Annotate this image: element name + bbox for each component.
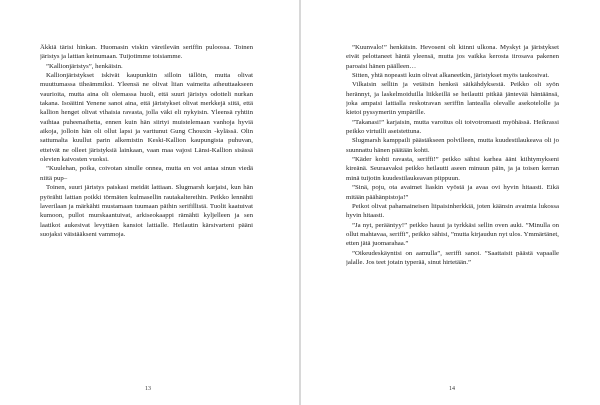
- paragraph: ”Käder kohti ravasta, seriffi!” peikko sähisi karhea ääni kiihtymykseni kireänä. Seuraavaksi peikko heilautti aseen minuun päin, ja ja toisen kerran minä tuijotin kuudestilaukeavan piippuun.: [346, 156, 559, 182]
- paragraph: ”Oikeudeskäyntisi on aamulla”, seriffi sanoi. ”Saattaisit päästä vapaalle jalalle. Jos teet jotain typerää, sinut hirtetään.”: [346, 249, 559, 266]
- paragraph: ”Takanasi!” karjaisin, mutta varoitus oli toivotromasti myöhässä. Heikrassi peikko virtuilli aseistettuna.: [346, 118, 559, 136]
- paragraph: Toinen, suuri järistys paiskasi meidät lattiaan. Slugmarsh karjaisi, kun hän pyörähti lattian poikki törmäten kulmasellin rautakaltereihin. Peikko lennähti laverilaan ja märkähti mustamaan tuumaan päihin serifillistä. Tuolit kaatuivat kumoon, pullot murskaantuivat, arkiseokaappi rämähti kyljelleen ja sen laatikot aukesivat levyttäen kansiot lattialle. Heilautin kärsivarteni pääni suojaksi väistääkseni vammoja.: [40, 184, 253, 238]
- paragraph: ”Sinä, poju, ota avaimet liaskin vyöstä ja avaa ovi hyvin hitaasti. Eikä mitään päähänpistoja!”: [346, 184, 559, 201]
- book-gutter: [299, 0, 301, 405]
- paragraph: Äkkiä tärisi hinkan. Huomasin viskin väreilevän seriffin puloossa. Toinen järistys ja lattian keinumaan. Tuijotimme toisiamme.: [40, 44, 253, 61]
- paragraph: Kallionjäristykset iskivät kaupunkiin silloin tällöin, mutta olivat muuttumassa tiheämmiksi. Yleensä ne olivat liian vaimeita aiheuttaakseen vaurioita, mutta aina oli olemassa huoli, että suuri järistys odotteli nurkan takana. Isoäitini Yenene sanoi aina, että järistykset olivat merkkejä siitä, että kallion henget olivat vihaisia ravasta, jolla väki eli nykyisin. Yleensä ryhtiin vaihtaa puheenaihetta, ennen kuin hän siirtyi muistelemaan vanhoja hyviä aikoja, jolloin hän oli ollut lapsi ja varttunut Gung Chouxin -kylässä. Olin sattumalta kuullut parin alkemistin Keski-Kallion kaupungista puhuvan, etteivät ne olleet järistyksiä lainkaan, vaan maa vajosi Länsi-Kallion sisässä olevien kaivosten vuoksi.: [40, 72, 253, 164]
- page-number-left: 13: [145, 386, 151, 392]
- paragraph: Slugmarsh kamppaili päästäkseen polvilleen, mutta kuudestilaukeava oli jo suunnattu hänen päätään kohti.: [346, 137, 559, 154]
- paragraph: Vilkaisin selliin ja vetäisin henkeä säikähdyksestä. Peikko oli syön herännyt, ja laskelmoiduilla liikkeillä se heilautti pitkää jäntevää häntäänsä, joka ampaisi lattialla reskotravan seriffin lantealla olevalle asekotelolle ja kietoi pyssymeriin ympärille.: [346, 81, 559, 117]
- paragraph: ”Kuulehan, poika, coivotan sinulle onnea, mutta en voi antaa sinun viedä niitä pup–: [40, 165, 253, 182]
- paragraph: ”Kuunvalo!” henkäisin. Hevoseni oli kiinni ulkona. Myskyt ja järistykset eivät pelottaneet häntä yleensä, mutta jos vaikka kerosta iirosava pakenen paroaisi hänen päälleen…: [346, 44, 559, 70]
- right-page-text: [346, 43, 559, 373]
- paragraph: ”Ja nyt, perääntyy!” peikko hauui ja tyrkkäsi sellin oven auki. ”Minulla on ollut mahtavaa, seriffi”, peikko sähisi, ”mutta kirjaudun nyt ulos. Ymmärtänet, etten jätä juomarahaa.”: [346, 221, 559, 248]
- page-number-right: 14: [449, 386, 455, 392]
- paragraph: ”Kallionjäristys”, henkäisin.: [46, 62, 123, 70]
- paragraph: Sitten, yhtä nopeasti kuin olivat alkaneetkin, järistykset myös taukosivat.: [352, 72, 550, 80]
- paragraph: Peikot olivat pahamaineisen liipaisinherkkiä, joten käänsin avaimia lukossa hyvin hitaasti.: [346, 202, 559, 220]
- left-page-text: [40, 43, 253, 373]
